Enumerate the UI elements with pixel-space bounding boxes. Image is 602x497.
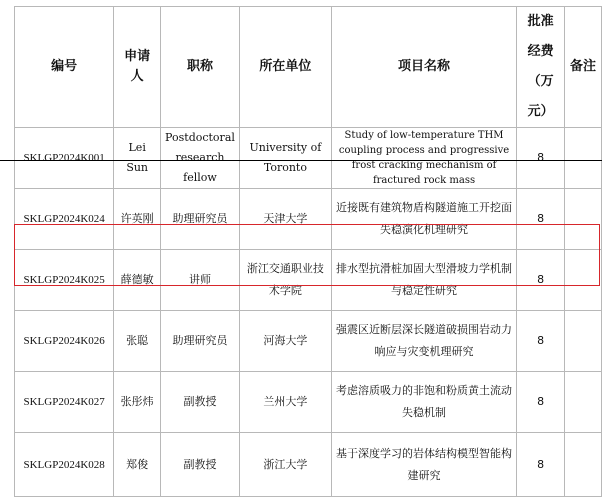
- cell-institution: 天津大学: [239, 189, 331, 250]
- cell-institution: 浙江交通职业技术学院: [239, 250, 331, 311]
- cell-id: SKLGP2024K025: [15, 250, 114, 311]
- cell-applicant: 张彤炜: [114, 372, 161, 433]
- table-row: [15, 372, 602, 433]
- table-row: [15, 250, 602, 311]
- cell-title: 助理研究员: [161, 311, 240, 372]
- table-row: [15, 189, 602, 250]
- cell-id: SKLGP2024K024: [15, 189, 114, 250]
- cell-id: SKLGP2024K001: [15, 128, 114, 189]
- cell-funding: 8: [517, 311, 565, 372]
- cell-applicant: 许英刚: [114, 189, 161, 250]
- cell-institution: 河海大学: [239, 311, 331, 372]
- cell-project: 近接既有建筑物盾构隧道施工开挖面失稳演化机理研究: [331, 189, 516, 250]
- cell-note: [565, 189, 602, 250]
- page-break-line: [0, 160, 602, 161]
- cell-project: 基于深度学习的岩体结构模型智能构建研究: [331, 433, 516, 497]
- header-note: 备注: [565, 7, 602, 128]
- cell-funding: 8: [517, 189, 565, 250]
- header-title: 职称: [161, 7, 240, 128]
- cell-institution: University of Toronto: [239, 128, 331, 189]
- cell-id: SKLGP2024K027: [15, 372, 114, 433]
- header-project: 项目名称: [331, 7, 516, 128]
- cell-note: [565, 128, 602, 189]
- cell-funding: 8: [517, 128, 565, 189]
- cell-title: 讲师: [161, 250, 240, 311]
- cell-project: 考虑溶质吸力的非饱和粉质黄土流动失稳机制: [331, 372, 516, 433]
- cell-note: [565, 372, 602, 433]
- cell-title: 副教授: [161, 372, 240, 433]
- cell-applicant: 薛德敏: [114, 250, 161, 311]
- cell-title: 助理研究员: [161, 189, 240, 250]
- header-id: 编号: [15, 7, 114, 128]
- table-row: [15, 311, 602, 372]
- cell-title: Postdoctoral research fellow: [161, 128, 240, 189]
- table-row: [15, 128, 602, 189]
- cell-funding: 8: [517, 433, 565, 497]
- cell-institution: 兰州大学: [239, 372, 331, 433]
- cell-note: [565, 433, 602, 497]
- cell-funding: 8: [517, 372, 565, 433]
- cell-project: 强震区近断层深长隧道破损围岩动力响应与灾变机理研究: [331, 311, 516, 372]
- cell-applicant: 郑俊: [114, 433, 161, 497]
- header-applicant: 申请人: [114, 7, 161, 128]
- cell-id: SKLGP2024K028: [15, 433, 114, 497]
- cell-id: SKLGP2024K026: [15, 311, 114, 372]
- cell-title: 副教授: [161, 433, 240, 497]
- header-institution: 所在单位: [239, 7, 331, 128]
- cell-project: 排水型抗滑桩加固大型滑坡力学机制与稳定性研究: [331, 250, 516, 311]
- grant-table: [14, 6, 602, 497]
- header-funding: 批准经费（万元）: [517, 7, 565, 128]
- cell-note: [565, 250, 602, 311]
- cell-funding: 8: [517, 250, 565, 311]
- cell-institution: 浙江大学: [239, 433, 331, 497]
- cell-applicant: Lei Sun: [114, 128, 161, 189]
- cell-applicant: 张聪: [114, 311, 161, 372]
- cell-project: Study of low-temperature THM coupling process and progressive frost cracking mechanism of fractured rock mass: [331, 128, 516, 189]
- table-header-row: [15, 7, 602, 128]
- cell-note: [565, 311, 602, 372]
- table-row: [15, 433, 602, 497]
